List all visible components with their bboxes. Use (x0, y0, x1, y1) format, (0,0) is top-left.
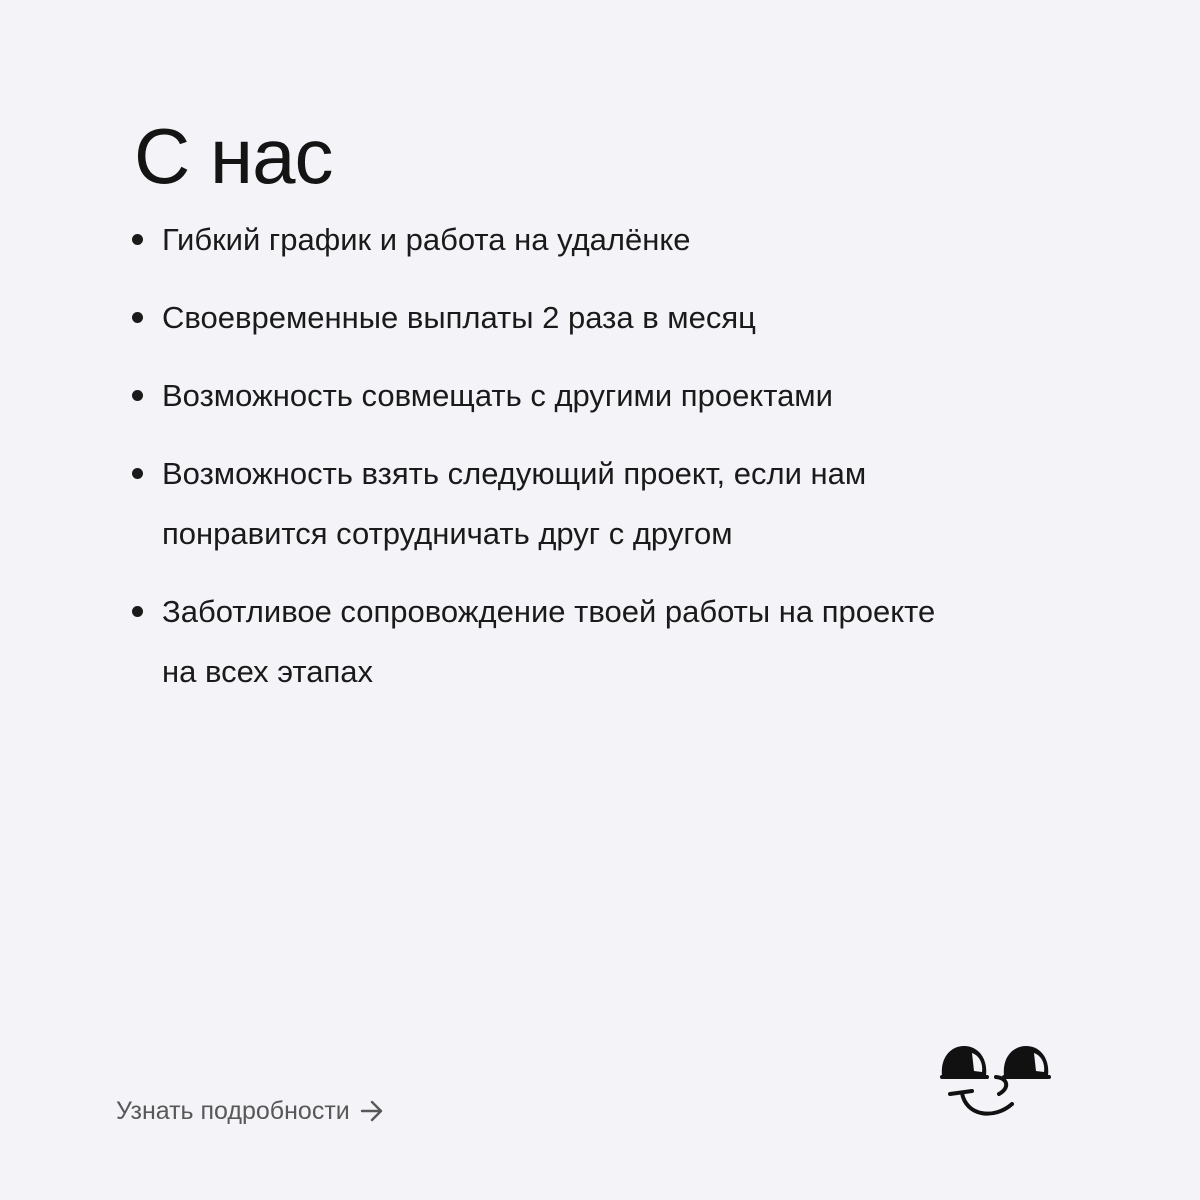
benefit-item (130, 582, 1030, 702)
benefits-list (130, 210, 1030, 720)
benefit-item (130, 444, 1030, 564)
benefit-text-line-1: Заботливое сопровождение твоей работы на проекте (162, 594, 936, 629)
learn-more-label: Узнать подробности (116, 1097, 350, 1125)
benefit-item (130, 210, 1030, 270)
bullet-icon (132, 606, 143, 617)
bullet-icon (132, 390, 143, 401)
benefit-text-line-2: понравится сотрудничать друг с другом (162, 516, 733, 551)
benefit-item (130, 366, 1030, 426)
benefit-text: Гибкий график и работа на удалёнке (162, 222, 691, 257)
page-title: С нас (134, 112, 333, 200)
benefit-text: Своевременные выплаты 2 раза в месяц (162, 300, 756, 335)
benefit-text-line-2: на всех этапах (162, 654, 374, 689)
benefit-text: Возможность совмещать с другими проектами (162, 378, 833, 413)
benefit-item (130, 288, 1030, 348)
smiling-face-icon (936, 1040, 1056, 1124)
arrow-right-icon (360, 1100, 384, 1122)
bullet-icon (132, 312, 143, 323)
benefit-text-line-1: Возможность взять следующий проект, если нам (162, 456, 867, 491)
bullet-icon (132, 234, 143, 245)
learn-more-link[interactable] (116, 1093, 384, 1129)
bullet-icon (132, 468, 143, 479)
